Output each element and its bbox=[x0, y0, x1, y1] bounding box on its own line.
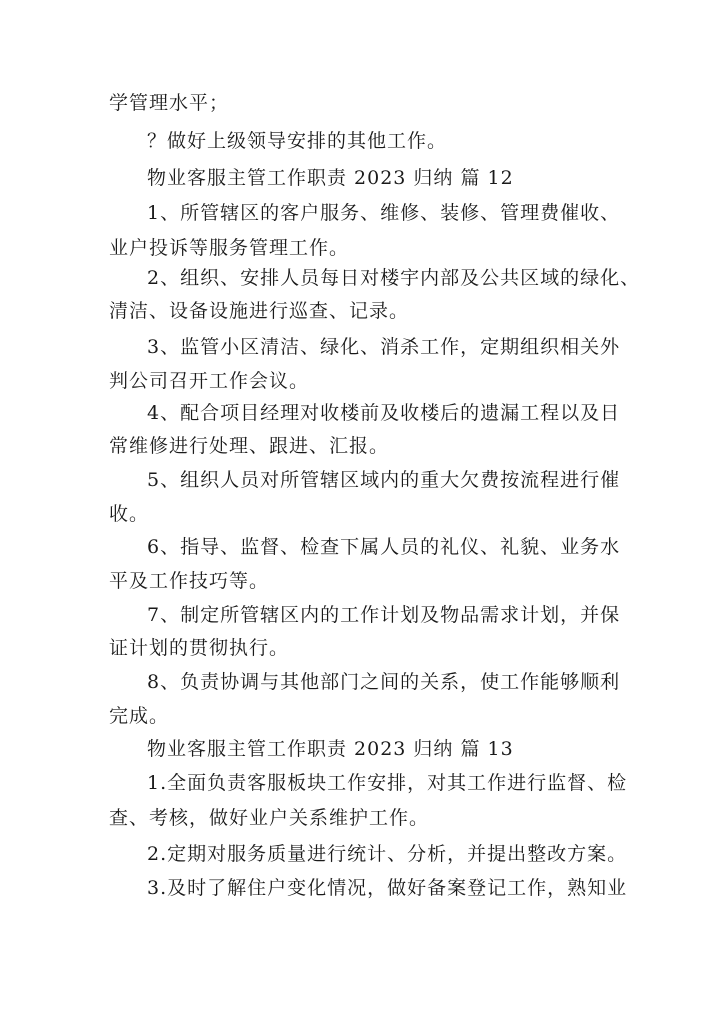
section-heading: 物业客服主管工作职责 2023 归纳 篇 12 bbox=[147, 167, 514, 189]
text-line: 3.及时了解住户变化情况，做好备案登记工作，熟知业 bbox=[147, 877, 628, 899]
text-line: 3、监管小区清洁、绿化、消杀工作，定期组织相关外 bbox=[147, 336, 621, 358]
text-line: 2、组织、安排人员每日对楼宇内部及公共区域的绿化、 bbox=[147, 267, 641, 289]
text-line: 2.定期对服务质量进行统计、分析，并提出整改方案。 bbox=[147, 843, 628, 865]
text-line: 6、指导、监督、检查下属人员的礼仪、礼貌、业务水 bbox=[147, 536, 621, 558]
text-line: 证计划的贯彻执行。 bbox=[109, 637, 290, 659]
text-line: 学管理水平； bbox=[109, 92, 230, 114]
text-line: 平及工作技巧等。 bbox=[109, 570, 270, 592]
text-line: 完成。 bbox=[109, 705, 170, 727]
text-line: 常维修进行处理、跟进、汇报。 bbox=[109, 435, 390, 457]
text-line: 收。 bbox=[109, 503, 150, 525]
text-line: 业户投诉等服务管理工作。 bbox=[109, 237, 350, 259]
text-line: 4、配合项目经理对收楼前及收楼后的遗漏工程以及日 bbox=[147, 402, 621, 424]
text-line: 清洁、设备设施进行巡查、记录。 bbox=[109, 300, 410, 322]
section-heading: 物业客服主管工作职责 2023 归纳 篇 13 bbox=[147, 738, 514, 760]
text-line: 1、所管辖区的客户服务、维修、装修、管理费催收、 bbox=[147, 202, 621, 224]
text-line: 8、负责协调与其他部门之间的关系，使工作能够顺利 bbox=[147, 671, 621, 693]
text-line: 5、组织人员对所管辖区域内的重大欠费按流程进行催 bbox=[147, 469, 621, 491]
text-line: ？做好上级领导安排的其他工作。 bbox=[147, 130, 448, 152]
text-line: 7、制定所管辖区内的工作计划及物品需求计划，并保 bbox=[147, 604, 621, 626]
text-line: 1.全面负责客服板块工作安排，对其工作进行监督、检 bbox=[147, 772, 628, 794]
text-line: 判公司召开工作会议。 bbox=[109, 370, 310, 392]
text-line: 查、考核，做好业户关系维护工作。 bbox=[109, 807, 430, 829]
